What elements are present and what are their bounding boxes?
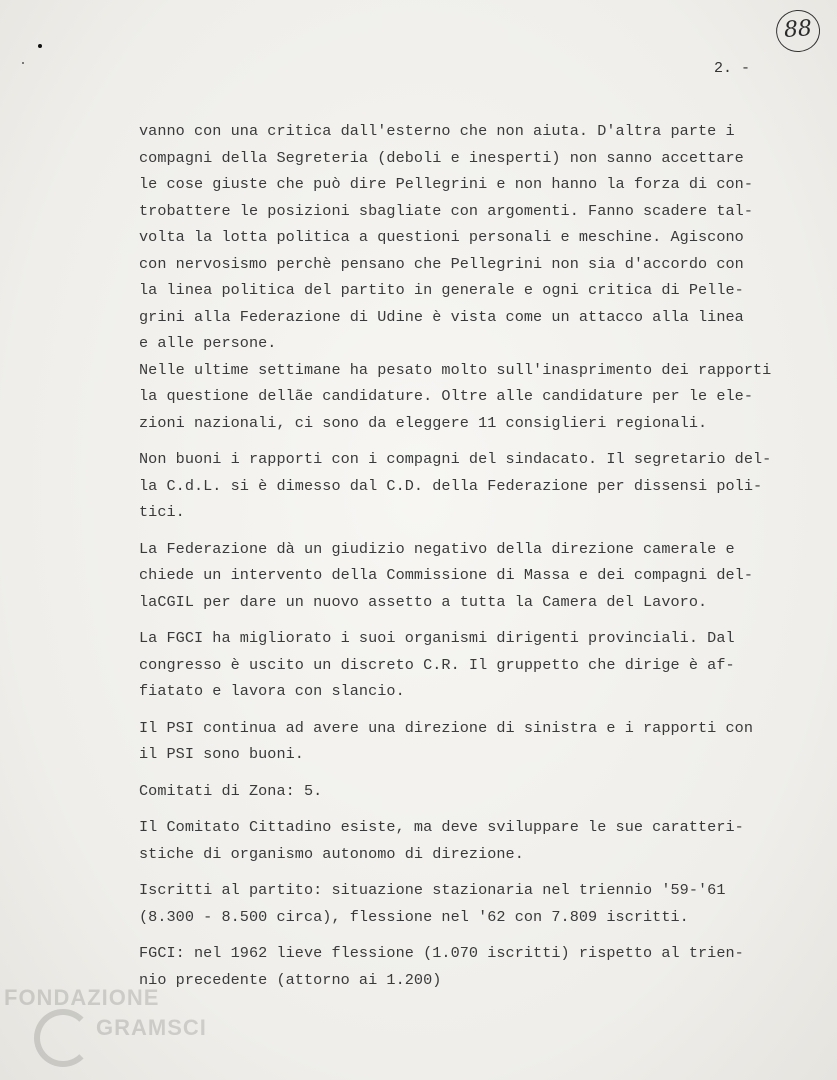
ink-speck [22,62,24,64]
archive-number-stamp [777,9,820,52]
paragraph [139,357,819,437]
text-line: la C.d.L. si è dimesso dal C.D. della Federazione per dissensi poli- [139,476,763,495]
paragraph [139,778,819,805]
text-line: volta la lotta politica a questioni personali e meschine. Agiscono [139,228,744,246]
text-line: e alle persone. [139,334,277,352]
paragraph-gap [139,705,819,715]
paragraph [139,536,819,616]
paragraph [139,625,819,705]
text-line: Nelle ultime settimane ha pesato molto sull'inasprimento dei rapporti [139,360,772,379]
text-line: zioni nazionali, ci sono da eleggere 11 consiglieri regionali. [139,413,708,432]
text-line: Comitati di Zona: 5. [139,781,323,800]
text-line: vanno con una critica dall'esterno che non aiuta. D'altra parte i [139,122,735,140]
paragraph-gap [139,804,819,814]
text-line: (8.300 - 8.500 circa), flessione nel '62 con 7.809 iscritti. [139,907,689,926]
text-line: Non buoni i rapporti con i compagni del sindacato. Il segretario del- [139,450,772,468]
paragraph [139,940,819,993]
paragraph [139,877,819,930]
foundation-watermark [4,985,207,1075]
ink-speck [38,44,42,48]
text-line: chiede un intervento della Commissione di Massa e dei compagni del- [139,566,753,584]
page-number: 2. - [714,60,751,77]
text-line: tici. [139,503,185,521]
text-line: nio precedente (attorno ai 1.200) [139,970,442,989]
text-line: La Federazione dà un giudizio negativo della direzione camerale e [139,539,735,558]
text-line: il PSI sono buoni. [139,745,304,763]
paragraph-gap [139,768,819,778]
body-text [139,118,819,993]
paragraph-gap [139,615,819,625]
archive-number-circle [775,9,822,54]
watermark-bottom-text: GRAMSCI [96,1015,207,1040]
text-line: FGCI: nel 1962 lieve flessione (1.070 iscritti) rispetto al trien- [139,944,744,962]
watermark-top-text: FONDAZIONE [4,985,160,1010]
text-line: trobattere le posizioni sbagliate con argomenti. Fanno scadere tal- [139,201,753,220]
text-line: Il Comitato Cittadino esiste, ma deve sviluppare le sue caratteri- [139,818,744,836]
paragraph [139,118,819,357]
text-line: compagni della Segreteria (deboli e inesperti) non sanno accettare [139,148,744,167]
text-line: le cose giuste che può dire Pellegrini e non hanno la forza di con- [139,175,753,193]
text-line: la linea politica del partito in generale e ogni critica di Pelle- [139,281,744,299]
text-line: laCGIL per dare un nuovo assetto a tutta la Camera del Lavoro. [139,592,708,611]
paragraph-gap [139,930,819,940]
text-line: La FGCI ha migliorato i suoi organismi dirigenti provinciali. Dal [139,629,735,647]
text-line: con nervosismo perchè pensano che Pellegrini non sia d'accordo con [139,254,744,273]
watermark-logo-icon [34,1009,92,1067]
text-line: Il PSI continua ad avere una direzione di sinistra e i rapporti con [139,718,753,737]
paragraph-gap [139,867,819,877]
text-line: grini alla Federazione di Udine è vista come un attacco alla linea [139,307,744,326]
paragraph [139,715,819,768]
paragraph-gap [139,436,819,446]
archive-number: 88 [783,16,813,43]
text-line: Iscritti al partito: situazione stazionaria nel triennio '59-'61 [139,881,726,899]
paragraph [139,814,819,867]
text-line: la questione dellãe candidature. Oltre alle candidature per le ele- [139,387,753,405]
paragraph [139,446,819,526]
text-line: congresso è uscito un discreto C.R. Il gruppetto che dirige è af- [139,655,735,674]
text-line: stiche di organismo autonomo di direzione. [139,844,524,863]
paragraph-gap [139,526,819,536]
text-line: fiatato e lavora con slancio. [139,682,405,700]
